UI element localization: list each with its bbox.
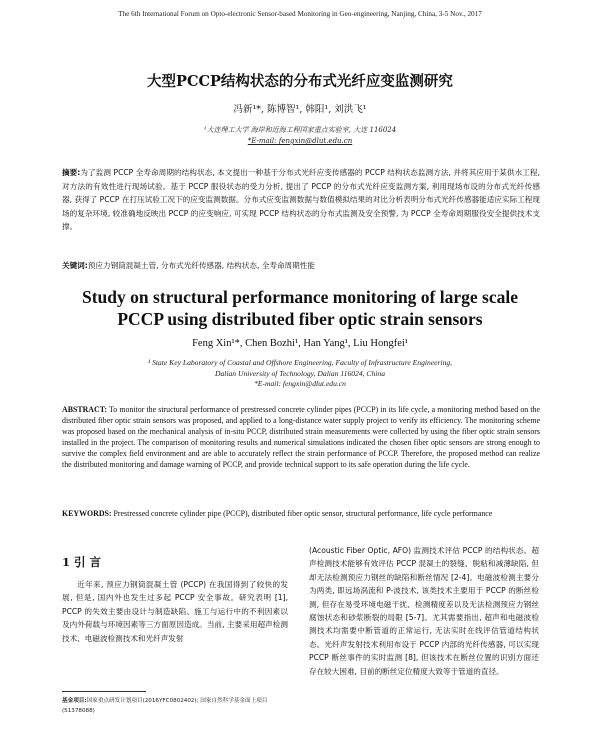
english-abstract-label: ABSTRACT: — [62, 405, 108, 414]
chinese-title: 大型PCCP结构状态的分布式光纤应变监测研究 — [147, 73, 453, 90]
body-right-column: (Acoustic Fiber Optic, AFO) 监测技术评估 PCCP 的结构状态。超声检测技术能够有效评估 PCCP 混凝土的裂缝、脱粘和减薄缺陷, 但却无法检测预应力钢丝的缺陷和断丝情况 [2-4]。电磁波检测主要分为两类, 即远场涡流和 P-波技术, 该类技术主要用于 PCCP 的断丝检测, 但存在易受环境电磁干扰、检测精度差以及无法检测预应力钢丝腐蚀状态和砂浆断裂的局限 [5-7]。尤其需要指出, 超声和电磁波检测技术均需要中断管道的正常运行, 无法实时在线评估管道结构状态。光纤声发射技术利用布设于 PCCP 内部的光纤传感器, 可以实现 PCCP 断丝事件的实时监测 [8], 但该技术在断丝位置的识别方面还存在较大困难, 目前的断丝定位精度大致等于管道的直径。 — [309, 546, 539, 676]
chinese-authors: 冯新¹*, 陈博智¹, 韩阳¹, 刘洪飞¹ — [233, 104, 367, 115]
chinese-keywords-label: 关键词: — [62, 261, 88, 270]
footnote-divider — [62, 691, 146, 692]
chinese-keywords — [62, 260, 540, 272]
english-email: *E-mail: fengxin@dlut.edu.cn — [254, 379, 346, 388]
english-title — [0, 286, 600, 330]
english-title-line-2: PCCP using distributed fiber optic strain sensors — [117, 309, 483, 329]
english-abstract — [62, 405, 540, 470]
footnote-label: 基金项目: — [62, 698, 87, 704]
chinese-email: *E-mail: fengxin@dlut.edu.cn — [247, 137, 353, 145]
funding-footnote — [62, 696, 290, 716]
english-affiliation-block — [0, 358, 600, 390]
running-header: The 6th International Forum on Opto-electronic Sensor-based Monitoring in Geo-engineering, Nanjing, China, 3-5 Nov., 2017 — [118, 10, 482, 18]
english-title-line-1: Study on structural performance monitoring of large scale — [82, 287, 518, 307]
english-keywords-label: KEYWORDS: — [62, 509, 112, 518]
english-affiliation-line-1: ¹ State Key Laboratory of Coastal and Offshore Engineering, Faculty of Infrastructure Engineering, — [147, 358, 453, 367]
chinese-keywords-text: 预应力钢筒混凝土管, 分布式光纤传感器, 结构状态, 全寿命周期性能 — [87, 261, 315, 270]
english-affiliation-line-2: Dalian University of Technology, Dalian 116024, China — [214, 368, 385, 378]
english-keywords-text: Prestressed concrete cylinder pipe (PCCP), distributed fiber optic sensor, structural performance, life cycle performance — [113, 509, 493, 518]
chinese-abstract — [62, 166, 540, 234]
section-heading-introduction: 1 引 言 — [62, 555, 102, 569]
english-abstract-text: To monitor the structural performance of prestressed concrete cylinder pipes (PCCP) in its life cycle, a monitoring method based on the distributed fiber optic strain sensors was proposed, and applied to a long-distance water supply project to verify its efficiency. The monitoring scheme was proposed based on the mechanical analysis of in-situ PCCP, distributed strain measurements were collected by using the fiber optic strain sensors installed in the project. The comparison of monitoring results and numerical simulations indicated the chosen fiber optic sensors are strong enough to survive the complex field environment and are able to accurately reflect the strain performance of PCCP. Therefore, the proposed method can realize the distributed monitoring and damage warning of PCCP, and provide technical support to its safe operation during the life cycle. — [62, 405, 540, 469]
english-keywords — [62, 508, 540, 519]
english-authors: Feng Xin¹*, Chen Bozhi¹, Han Yang¹, Liu Hongfei¹ — [192, 338, 408, 349]
chinese-abstract-label: 摘要: — [62, 168, 81, 177]
chinese-affiliation: ¹大连理工大学 海岸和近海工程国家重点实验室, 大连 116024 — [203, 126, 397, 134]
body-left-column: 近年来, 预应力钢筒混凝土管 (PCCP) 在我国得到了较快的发展, 但是, 国内外也发生过多起 PCCP 安全事故。研究表明 [1], PCCP 的失效主要由设计与制造缺陷、施工与运行中的不利因素以及内外荷载与环境因素等三方面原因造成。当前, 主要采用超声检测技术、电磁波检测技术和光纤声发射 — [62, 580, 288, 643]
footnote-text: 国家重点研发计划项目(2016YFC0802402); 国家自然科学基金面上项目(51378088) — [62, 698, 268, 714]
chinese-abstract-text: 为了监测 PCCP 全寿命周期的结构状态, 本文提出一种基于分布式光纤应变传感器的 PCCP 结构状态监测方法, 并将其应用于某供水工程, 对方法的有效性进行现场试验。基于 PCCP 服役状态的受力分析, 提出了 PCCP 的分布式光纤应变监测方案, 利用现场布设的分布式光纤传感器, 获得了 PCCP 在打压试验工况下的应变监测数据。分布式应变监测数据与数值模拟结果的对比分析表明分布式光纤传感器能适应实际工程现场的复杂环境, 较准确地反映出 PCCP 的应变响应, 可实现 PCCP 结构状态的分布式监测及安全预警, 为 PCCP 全寿命周期服役安全提供技术支撑。 — [62, 168, 540, 231]
chinese-affiliation-block — [0, 125, 600, 147]
